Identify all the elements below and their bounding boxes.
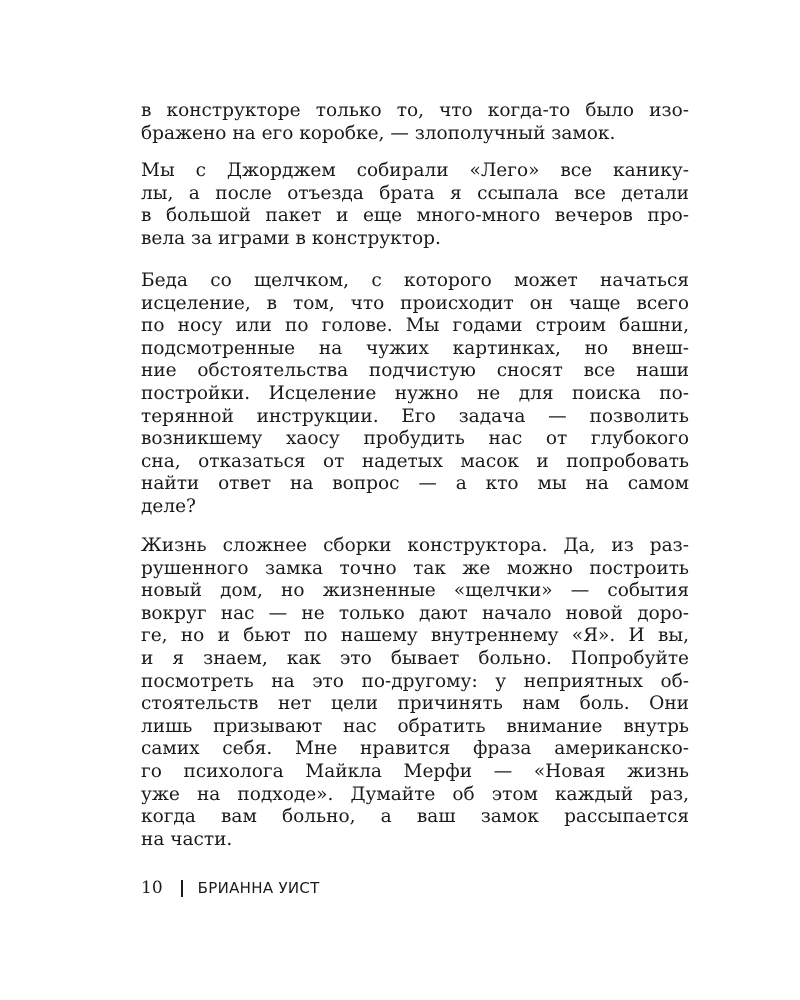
text-line: рушенного замка точно так же можно построить [141,557,689,579]
text-line: и я знаем, как это бывает больно. Попробуйте [141,647,689,669]
text-line: в большой пакет и еще много-много вечеров про- [141,205,689,227]
paragraph-4 [141,535,689,851]
page-footer [141,878,320,898]
text-line: возникшему хаосу пробудить нас от глубокого [141,428,689,450]
text-line: подсмотренные на чужих картинках, но внеш- [141,337,689,359]
text-line: когда вам больно, а ваш замок рассыпается [141,806,689,828]
text-line: вела за играми в конструктор. [141,227,441,249]
text-line: ге, но и бьют по нашему внутреннему «Я». И вы, [141,625,689,647]
text-line: постройки. Исцеление нужно не для поиска по- [141,382,689,404]
text-line: уже на подходе». Думайте об этом каждый раз, [141,783,689,805]
text-line: исцеление, в том, что происходит он чаще всего [141,292,689,314]
text-line: терянной инструкции. Его задача — позволить [141,405,689,427]
text-line: лы, а после отъезда брата я ссыпала все детали [141,182,689,204]
text-line: вокруг нас — не только дают начало новой доро- [141,602,689,624]
text-line: бражено на его коробке, — злополучный замок. [141,122,616,144]
paragraph-2 [141,160,689,250]
paragraph-1 [141,100,689,145]
text-line: самих себя. Мне нравится фраза американско- [141,738,689,760]
text-line: на части. [141,828,233,850]
text-line: Беда со щелчком, с которого может начаться [141,270,689,291]
footer-divider [181,880,183,897]
page-number: 10 [141,878,163,898]
text-line: стоятельств нет цели причинять нам боль. Они [141,693,689,715]
text-line: по носу или по голове. Мы годами строим башни, [141,315,689,337]
text-line: посмотреть на это по-другому: у неприятных об- [141,670,689,692]
text-line: сна, отказаться от надетых масок и попробовать [141,450,689,472]
text-line: Мы с Джорджем собирали «Лего» все канику- [141,160,689,181]
text-line: ние обстоятельства подчистую сносят все наши [141,360,689,382]
paragraph-3 [141,270,689,519]
text-line: го психолога Майкла Мерфи — «Новая жизнь [141,760,689,782]
running-title: БРИАННА УИСТ [197,879,320,897]
text-line: деле? [141,495,196,517]
text-line: новый дом, но жизненные «щелчки» — события [141,580,689,602]
text-line: Жизнь сложнее сборки конструктора. Да, из раз- [141,535,689,556]
text-line: в конструкторе только то, что когда-то было изо- [141,100,689,121]
text-line: лишь призывают нас обратить внимание внутрь [141,715,689,737]
text-line: найти ответ на вопрос — а кто мы на самом [141,473,689,495]
